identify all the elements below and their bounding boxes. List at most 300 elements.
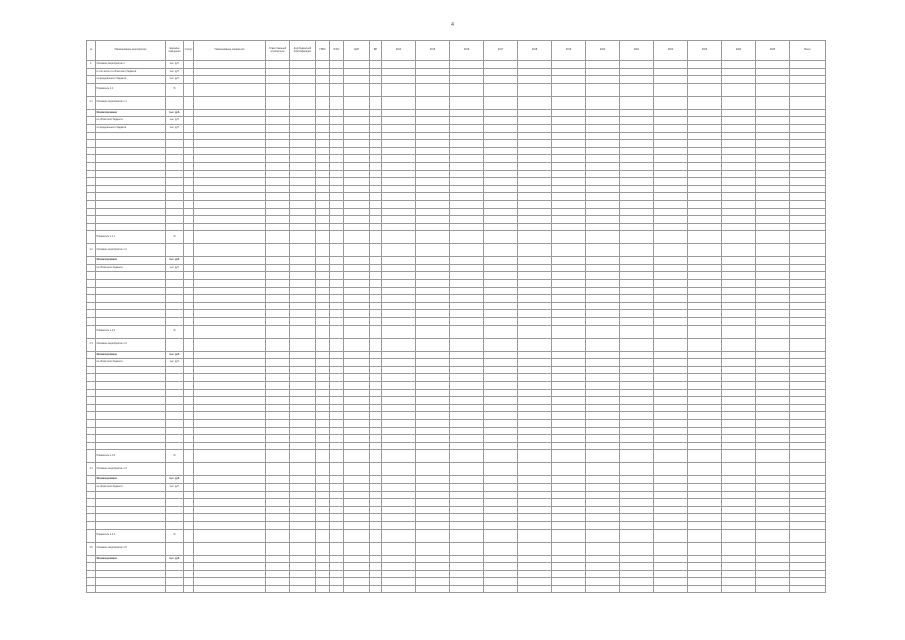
table-cell	[688, 521, 722, 529]
table-cell	[654, 325, 688, 338]
table-cell	[330, 542, 344, 555]
table-cell	[790, 295, 826, 303]
table-cell	[344, 178, 370, 186]
table-cell	[416, 185, 450, 193]
table-cell	[344, 499, 370, 507]
table-cell	[722, 463, 756, 476]
table-cell	[290, 570, 316, 578]
column-header: 2018	[518, 41, 552, 61]
table-cell	[688, 155, 722, 163]
table-cell	[450, 318, 484, 326]
table-cell	[344, 109, 370, 117]
table-cell	[722, 419, 756, 427]
table-cell	[87, 427, 96, 435]
table-cell	[194, 491, 266, 499]
table-cell	[266, 419, 290, 427]
table-cell	[518, 514, 552, 522]
table-row	[87, 374, 826, 382]
table-row	[87, 178, 826, 186]
table-cell	[586, 208, 620, 216]
table-cell	[586, 257, 620, 265]
table-cell	[290, 140, 316, 148]
table-cell	[166, 310, 184, 318]
table-cell: %	[166, 325, 184, 338]
table-cell: тыс. руб.	[166, 483, 184, 491]
table-cell	[552, 419, 586, 427]
table-cell	[87, 185, 96, 193]
table-cell	[266, 257, 290, 265]
table-cell	[450, 491, 484, 499]
table-cell	[586, 272, 620, 280]
table-cell	[688, 412, 722, 420]
table-cell	[450, 208, 484, 216]
table-cell	[194, 287, 266, 295]
table-cell	[96, 563, 166, 571]
table-cell	[450, 231, 484, 244]
table-cell	[484, 338, 518, 351]
table-cell	[370, 585, 382, 593]
table-cell	[290, 578, 316, 586]
table-cell	[484, 374, 518, 382]
table-cell	[382, 404, 416, 412]
table-cell	[722, 351, 756, 359]
table-cell	[416, 427, 450, 435]
table-cell	[370, 109, 382, 117]
table-cell	[586, 302, 620, 310]
table-cell	[290, 193, 316, 201]
table-cell	[688, 351, 722, 359]
table-cell	[450, 374, 484, 382]
table-cell	[518, 272, 552, 280]
table-cell	[552, 244, 586, 257]
table-cell	[330, 529, 344, 542]
table-cell	[330, 476, 344, 484]
table-row	[87, 109, 826, 117]
table-cell	[654, 302, 688, 310]
table-cell	[316, 366, 330, 374]
table-cell	[484, 61, 518, 69]
table-cell	[194, 325, 266, 338]
table-cell	[722, 529, 756, 542]
table-cell	[450, 570, 484, 578]
table-cell	[266, 216, 290, 224]
table-cell	[416, 476, 450, 484]
table-cell	[586, 338, 620, 351]
table-cell	[654, 223, 688, 231]
table-cell	[620, 506, 654, 514]
table-cell	[184, 231, 194, 244]
table-cell	[194, 427, 266, 435]
table-cell: из областного бюджета	[96, 359, 166, 367]
table-cell	[518, 435, 552, 443]
table-cell	[266, 578, 290, 586]
table-cell	[654, 366, 688, 374]
table-cell	[344, 216, 370, 224]
table-cell	[344, 570, 370, 578]
table-cell	[722, 359, 756, 367]
table-cell	[184, 109, 194, 117]
table-cell	[688, 295, 722, 303]
table-cell	[87, 578, 96, 586]
table-cell	[552, 325, 586, 338]
table-cell	[382, 521, 416, 529]
table-cell	[620, 419, 654, 427]
table-cell	[518, 578, 552, 586]
table-cell	[184, 578, 194, 586]
table-cell	[484, 555, 518, 563]
table-cell	[756, 223, 790, 231]
table-cell	[722, 412, 756, 420]
table-cell	[266, 223, 290, 231]
table-cell	[756, 287, 790, 295]
table-cell	[450, 325, 484, 338]
table-cell	[484, 117, 518, 125]
table-cell	[756, 244, 790, 257]
table-cell	[620, 109, 654, 117]
table-row	[87, 542, 826, 555]
table-cell	[620, 200, 654, 208]
table-cell	[382, 223, 416, 231]
table-cell	[266, 521, 290, 529]
table-cell	[654, 310, 688, 318]
table-cell	[654, 231, 688, 244]
table-cell	[370, 542, 382, 555]
table-cell	[586, 374, 620, 382]
table-cell	[87, 374, 96, 382]
table-cell	[382, 412, 416, 420]
table-cell: тыс. руб.	[166, 264, 184, 272]
table-cell	[654, 287, 688, 295]
table-cell	[370, 295, 382, 303]
table-cell	[330, 435, 344, 443]
table-cell	[382, 109, 416, 117]
table-cell	[330, 193, 344, 201]
table-cell	[552, 397, 586, 405]
table-cell	[552, 124, 586, 132]
table-cell	[344, 280, 370, 288]
table-cell	[316, 351, 330, 359]
table-cell	[330, 280, 344, 288]
table-cell	[790, 170, 826, 178]
table-cell: Основное мероприятие 1.2	[96, 244, 166, 257]
table-cell	[370, 397, 382, 405]
table-cell	[87, 83, 96, 96]
table-cell	[722, 491, 756, 499]
table-cell	[370, 216, 382, 224]
table-cell	[344, 351, 370, 359]
table-cell	[586, 359, 620, 367]
table-cell	[382, 132, 416, 140]
table-cell	[370, 193, 382, 201]
table-cell	[620, 404, 654, 412]
table-cell	[586, 419, 620, 427]
table-cell	[266, 366, 290, 374]
table-cell	[552, 264, 586, 272]
table-cell	[330, 96, 344, 109]
table-cell	[484, 310, 518, 318]
table-cell	[370, 147, 382, 155]
table-cell	[484, 359, 518, 367]
table-cell	[166, 542, 184, 555]
table-cell	[450, 280, 484, 288]
table-cell	[330, 382, 344, 390]
table-cell	[484, 427, 518, 435]
table-cell	[620, 208, 654, 216]
table-cell	[416, 585, 450, 593]
table-row	[87, 257, 826, 265]
table-cell	[756, 124, 790, 132]
table-cell	[450, 244, 484, 257]
table-row	[87, 216, 826, 224]
table-cell	[586, 521, 620, 529]
table-cell	[330, 389, 344, 397]
table-cell	[194, 96, 266, 109]
table-cell	[194, 366, 266, 374]
table-row	[87, 442, 826, 450]
table-cell	[184, 476, 194, 484]
table-cell	[552, 338, 586, 351]
table-cell: в том числе из областного бюджета	[96, 68, 166, 76]
table-cell	[552, 310, 586, 318]
table-cell	[586, 117, 620, 125]
table-cell	[330, 491, 344, 499]
table-cell	[316, 483, 330, 491]
table-cell	[756, 295, 790, 303]
table-cell	[518, 366, 552, 374]
table-cell	[484, 162, 518, 170]
table-cell	[290, 68, 316, 76]
table-cell	[756, 231, 790, 244]
table-row	[87, 231, 826, 244]
table-cell	[688, 117, 722, 125]
table-cell	[688, 185, 722, 193]
table-cell	[266, 61, 290, 69]
table-cell	[688, 76, 722, 84]
table-cell	[87, 124, 96, 132]
table-cell	[184, 389, 194, 397]
table-cell	[552, 578, 586, 586]
table-row	[87, 162, 826, 170]
table-cell	[330, 83, 344, 96]
table-cell	[688, 244, 722, 257]
table-cell	[654, 83, 688, 96]
table-cell	[552, 162, 586, 170]
table-cell	[344, 382, 370, 390]
table-cell	[416, 231, 450, 244]
table-row	[87, 124, 826, 132]
table-cell	[194, 404, 266, 412]
table-cell	[344, 310, 370, 318]
table-cell	[688, 419, 722, 427]
table-cell	[654, 185, 688, 193]
table-cell	[166, 147, 184, 155]
table-cell	[586, 310, 620, 318]
table-cell	[344, 140, 370, 148]
table-row	[87, 412, 826, 420]
table-cell	[416, 302, 450, 310]
table-cell	[416, 374, 450, 382]
table-cell	[266, 585, 290, 593]
table-cell	[330, 272, 344, 280]
table-cell	[370, 310, 382, 318]
table-cell	[416, 578, 450, 586]
table-cell	[518, 521, 552, 529]
column-header: 2022	[654, 41, 688, 61]
table-cell	[316, 318, 330, 326]
table-cell	[382, 257, 416, 265]
table-cell	[166, 366, 184, 374]
table-cell	[344, 302, 370, 310]
table-row	[87, 585, 826, 593]
table-cell	[184, 318, 194, 326]
table-cell	[344, 76, 370, 84]
table-cell	[790, 397, 826, 405]
table-cell	[654, 208, 688, 216]
table-cell	[330, 295, 344, 303]
table-cell	[87, 178, 96, 186]
table-cell	[87, 491, 96, 499]
table-cell	[166, 132, 184, 140]
table-cell	[518, 563, 552, 571]
table-cell	[654, 318, 688, 326]
column-header: РзПр	[330, 41, 344, 61]
column-header: 2017	[484, 41, 518, 61]
table-cell	[756, 325, 790, 338]
table-cell	[756, 359, 790, 367]
table-cell	[722, 170, 756, 178]
table-cell	[316, 442, 330, 450]
table-cell	[518, 397, 552, 405]
table-cell	[96, 404, 166, 412]
table-cell	[756, 427, 790, 435]
table-cell	[586, 185, 620, 193]
table-row	[87, 223, 826, 231]
table-cell	[370, 170, 382, 178]
table-cell	[722, 450, 756, 463]
table-cell	[688, 170, 722, 178]
table-cell	[552, 529, 586, 542]
table-cell	[416, 170, 450, 178]
table-cell	[316, 170, 330, 178]
table-cell	[756, 185, 790, 193]
table-cell	[620, 499, 654, 507]
table-cell	[184, 257, 194, 265]
table-cell	[184, 117, 194, 125]
table-cell	[722, 61, 756, 69]
table-cell	[416, 542, 450, 555]
table-row	[87, 96, 826, 109]
table-cell	[330, 374, 344, 382]
table-cell	[722, 563, 756, 571]
table-cell	[194, 208, 266, 216]
table-cell	[194, 435, 266, 443]
table-cell	[518, 216, 552, 224]
table-cell	[756, 463, 790, 476]
table-cell	[87, 570, 96, 578]
table-cell	[184, 287, 194, 295]
table-cell	[450, 463, 484, 476]
table-cell	[586, 109, 620, 117]
table-cell: из федерального бюджета	[96, 124, 166, 132]
table-cell	[654, 374, 688, 382]
table-cell	[290, 61, 316, 69]
table-cell	[620, 542, 654, 555]
table-cell: тыс. руб.	[166, 359, 184, 367]
table-cell	[484, 208, 518, 216]
table-cell	[382, 272, 416, 280]
table-cell	[654, 514, 688, 522]
table-cell	[688, 359, 722, 367]
table-cell	[316, 476, 330, 484]
table-cell	[370, 124, 382, 132]
table-cell	[416, 450, 450, 463]
table-cell	[552, 68, 586, 76]
table-cell	[184, 450, 194, 463]
table-cell	[290, 382, 316, 390]
table-cell: Финансирование	[96, 351, 166, 359]
table-cell	[194, 117, 266, 125]
table-cell: Финансирование	[96, 476, 166, 484]
table-cell	[552, 109, 586, 117]
table-cell	[382, 578, 416, 586]
table-cell	[756, 578, 790, 586]
table-cell	[586, 264, 620, 272]
column-header: 2019	[552, 41, 586, 61]
table-cell	[416, 435, 450, 443]
table-cell	[194, 244, 266, 257]
table-cell	[316, 264, 330, 272]
table-cell	[382, 76, 416, 84]
table-cell	[316, 397, 330, 405]
table-cell	[87, 155, 96, 163]
table-cell	[484, 585, 518, 593]
table-cell	[688, 287, 722, 295]
table-cell	[382, 570, 416, 578]
table-cell	[194, 61, 266, 69]
table-cell	[166, 499, 184, 507]
table-cell	[87, 366, 96, 374]
table-cell	[790, 244, 826, 257]
table-cell	[722, 521, 756, 529]
table-cell	[166, 272, 184, 280]
table-cell	[87, 412, 96, 420]
table-cell	[290, 427, 316, 435]
table-cell	[450, 257, 484, 265]
table-cell	[194, 374, 266, 382]
table-cell	[330, 302, 344, 310]
table-cell	[330, 287, 344, 295]
table-cell	[416, 310, 450, 318]
table-cell	[194, 359, 266, 367]
table-cell	[518, 442, 552, 450]
table-cell	[552, 563, 586, 571]
table-cell	[552, 450, 586, 463]
table-cell	[654, 389, 688, 397]
table-cell	[756, 506, 790, 514]
table-cell	[87, 117, 96, 125]
table-cell	[382, 83, 416, 96]
table-cell: 1.4	[87, 463, 96, 476]
table-cell	[484, 542, 518, 555]
table-cell	[518, 419, 552, 427]
table-row	[87, 295, 826, 303]
table-cell	[370, 404, 382, 412]
table-cell	[184, 463, 194, 476]
table-cell	[87, 170, 96, 178]
table-cell	[620, 147, 654, 155]
table-cell	[552, 476, 586, 484]
table-cell	[722, 499, 756, 507]
